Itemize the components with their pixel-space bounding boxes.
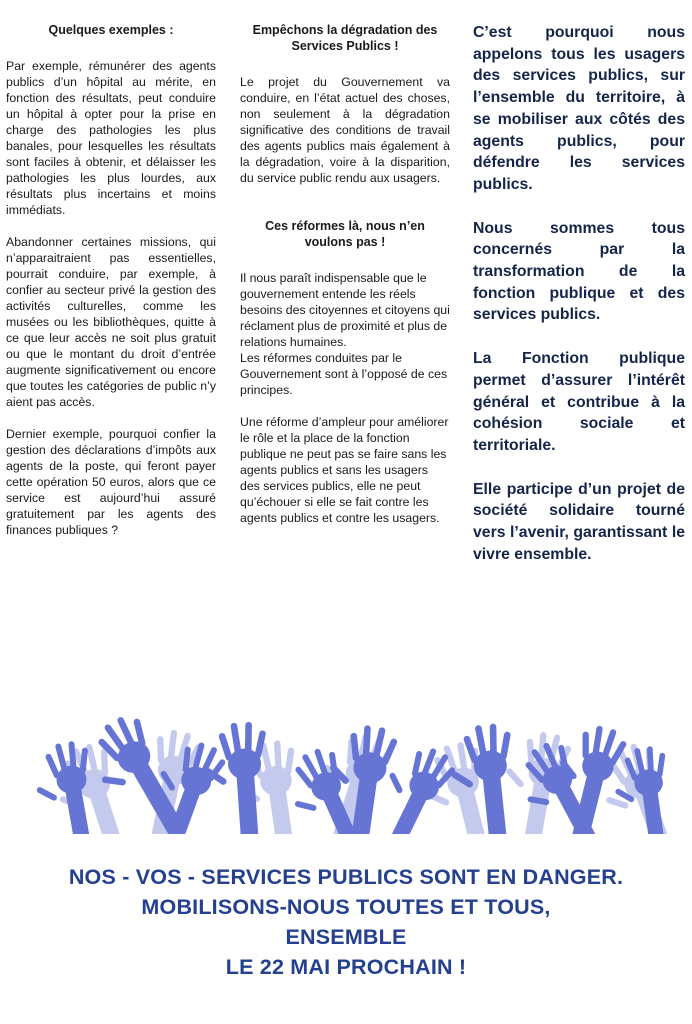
- heading-examples: Quelques exemples :: [48, 23, 174, 37]
- paragraph-citizens-needs: Il nous paraît indispensable que le gouvernement entende les réels besoins des citoyennes et citoyens qui réclament plus de proximité et plus de relations humaines.: [240, 271, 450, 349]
- paragraph-general-interest: La Fonction publique permet d’assurer l’intérêt général et contribue à la cohésion sociale et territoriale.: [473, 350, 685, 454]
- paragraph-culture-example: Abandonner certaines missions, qui n’apparaitraient pas essentielles, pourrait conduire, par exemple, à confier au secteur privé la gestion des activités culturelles, comme les musées ou les bibliothèques, quitte à ce que leur accès ne soit plus gratuit ou que le montant du droit d’entrée augmente significativement ou encore que toutes les catégories de public n’y aient pas accès.: [6, 235, 216, 409]
- column-left: [6, 22, 216, 554]
- slogan-line-4: LE 22 MAI PROCHAIN !: [225, 955, 467, 979]
- paragraph-tax-example: Dernier exemple, pourquoi confier la gestion des déclarations d’impôts aux agents de la poste, qui feront payer cette opération 50 euros, alors que ce service est aujourd’hui assuré gratuitement par les agents des finances publiques ?: [6, 427, 216, 537]
- slogan-line-3: ENSEMBLE: [285, 925, 407, 949]
- paragraph-solidarity-project: Elle participe d’un projet de société solidaire tourné vers l’avenir, garantissant le vivre ensemble.: [473, 480, 685, 563]
- paragraph-hospital-example: Par exemple, rémunérer des agents publics d’un hôpital au mérite, en fonction des résultats, peut conduire un hôpital à opter pour la prise en charge des pathologies les plus banales, pour lesquelles les résultats sont faciles à obtenir, et délaisser les pathologies les plus lourdes, aux résultats plus incertains et moins immédiats.: [6, 59, 216, 217]
- slogan-line-1: NOS - VOS - SERVICES PUBLICS SONT EN DANGER.: [68, 865, 624, 889]
- paragraph-call-to-users: C’est pourquoi nous appelons tous les usagers des services publics, sur l’ensemble du territoire, à se mobiliser aux côtés des agents publics, pour défendre les services publics.: [473, 24, 685, 193]
- paragraph-reform-scope: Une réforme d’ampleur pour améliorer le rôle et la place de la fonction publique ne peut pas se faire sans les agents publics et sans les usagers des services publics, elle ne peut qu’échouer si elle se fait contre les agents publics et contre les usagers.: [240, 415, 449, 525]
- column-middle: [240, 22, 450, 542]
- paragraph-government-project: Le projet du Gouvernement va conduire, en l’état actuel des choses, non seulement à la dégradation significative des conditions de travail des agents publics mais également à la dégradation, voire à la disparition, du service public rendu aux usagers.: [240, 75, 450, 185]
- heading-degradation: Empêchons la dégradation des Services Publics !: [252, 23, 438, 53]
- footer-slogan: [0, 862, 692, 982]
- paragraph-all-concerned: Nous sommes tous concernés par la transformation de la fonction publique et des services publics.: [473, 219, 685, 324]
- paragraph-reforms-opposite: Les réformes conduites par le Gouvernement sont à l’opposé de ces principes.: [240, 351, 448, 397]
- heading-reforms-refused: Ces réformes là, nous n’en voulons pas !: [265, 219, 425, 249]
- raised-hands-illustration: [28, 702, 668, 834]
- slogan-line-2: MOBILISONS-NOUS TOUTES ET TOUS,: [141, 895, 551, 919]
- column-right: [473, 22, 685, 587]
